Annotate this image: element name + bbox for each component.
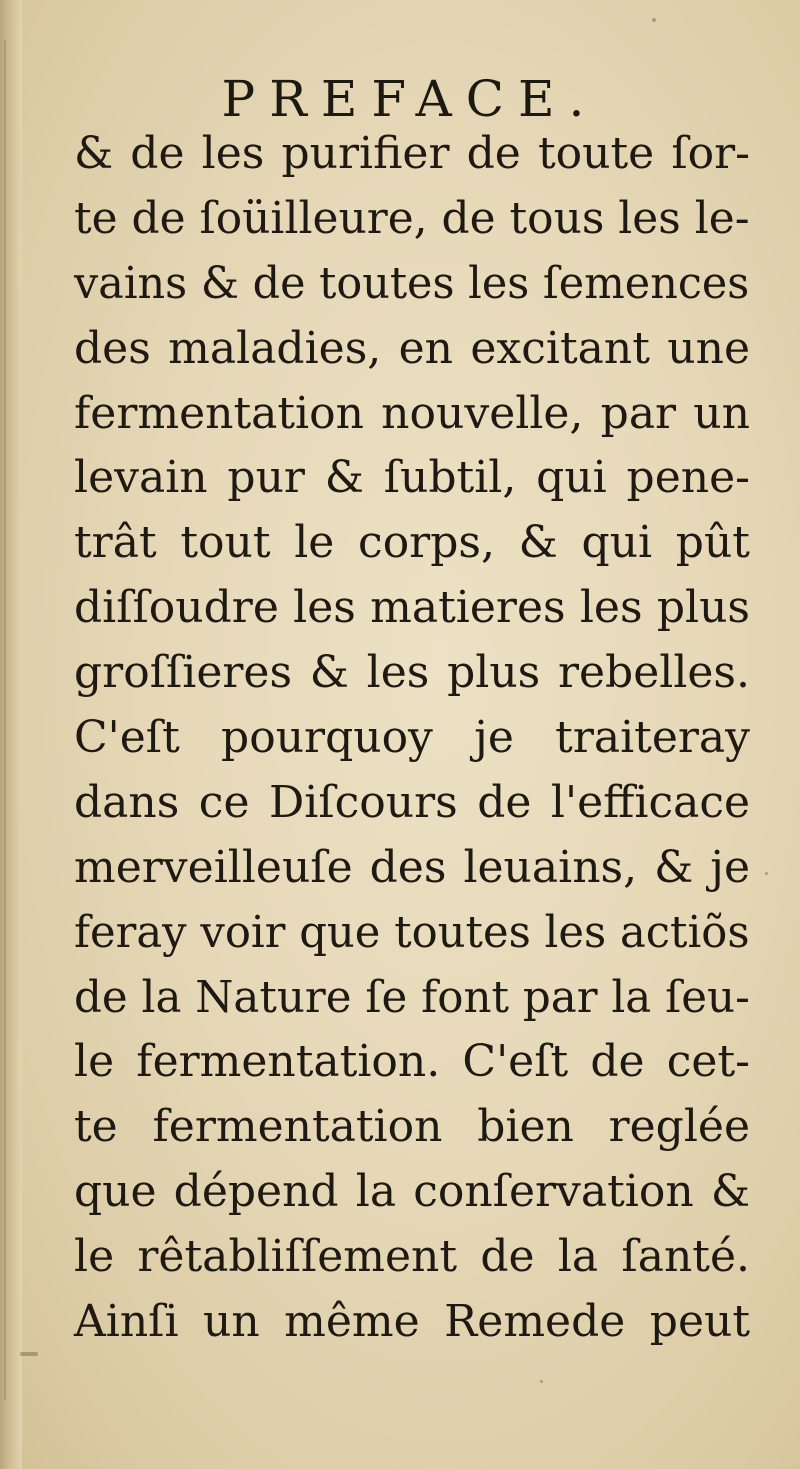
text-line: groſſieres & les plus rebelles. (74, 647, 750, 699)
text-line: trât tout le corps, & qui pût (74, 517, 750, 569)
text-line: diſſoudre les matieres les plus (74, 582, 750, 634)
running-title: PREFACE. (221, 70, 599, 128)
text-line: des maladies, en excitant une (74, 322, 750, 374)
text-line: que dépend la conſervation & (74, 1166, 750, 1218)
text-line: le fermentation. C'eſt de cet- (74, 1036, 750, 1088)
text-line: C'eſt pourquoy je traiteray (74, 712, 750, 764)
text-line: fermentation nouvelle, par un (74, 387, 750, 439)
text-line: le rêtabliſſement de la ſanté. (74, 1231, 750, 1283)
body-text (74, 122, 750, 1355)
paper-speck (20, 1352, 38, 1356)
paper-speck (540, 1380, 543, 1383)
text-line: & de les purifier de toute ſor- (74, 128, 750, 179)
text-line: te fermentation bien reglée (74, 1101, 750, 1153)
text-line: merveilleuſe des leuains, & je (74, 841, 750, 893)
text-line: Ainſi un même Remede peut (74, 1296, 750, 1348)
text-line: dans ce Diſcours de l'efficace (74, 776, 750, 828)
gutter-crease (4, 40, 6, 1400)
text-line: vains & de toutes les ſemences (74, 257, 750, 309)
text-line: feray voir que toutes les actiõs (74, 906, 750, 958)
page-gutter (0, 0, 22, 1469)
text-line: te de ſoüilleure, de tous les le- (74, 192, 750, 244)
text-line: levain pur & ſubtil, qui pene- (74, 452, 750, 504)
paper-speck (765, 872, 768, 875)
paper-speck (652, 18, 656, 22)
text-line: de la Nature ſe font par la ſeu- (74, 971, 750, 1023)
